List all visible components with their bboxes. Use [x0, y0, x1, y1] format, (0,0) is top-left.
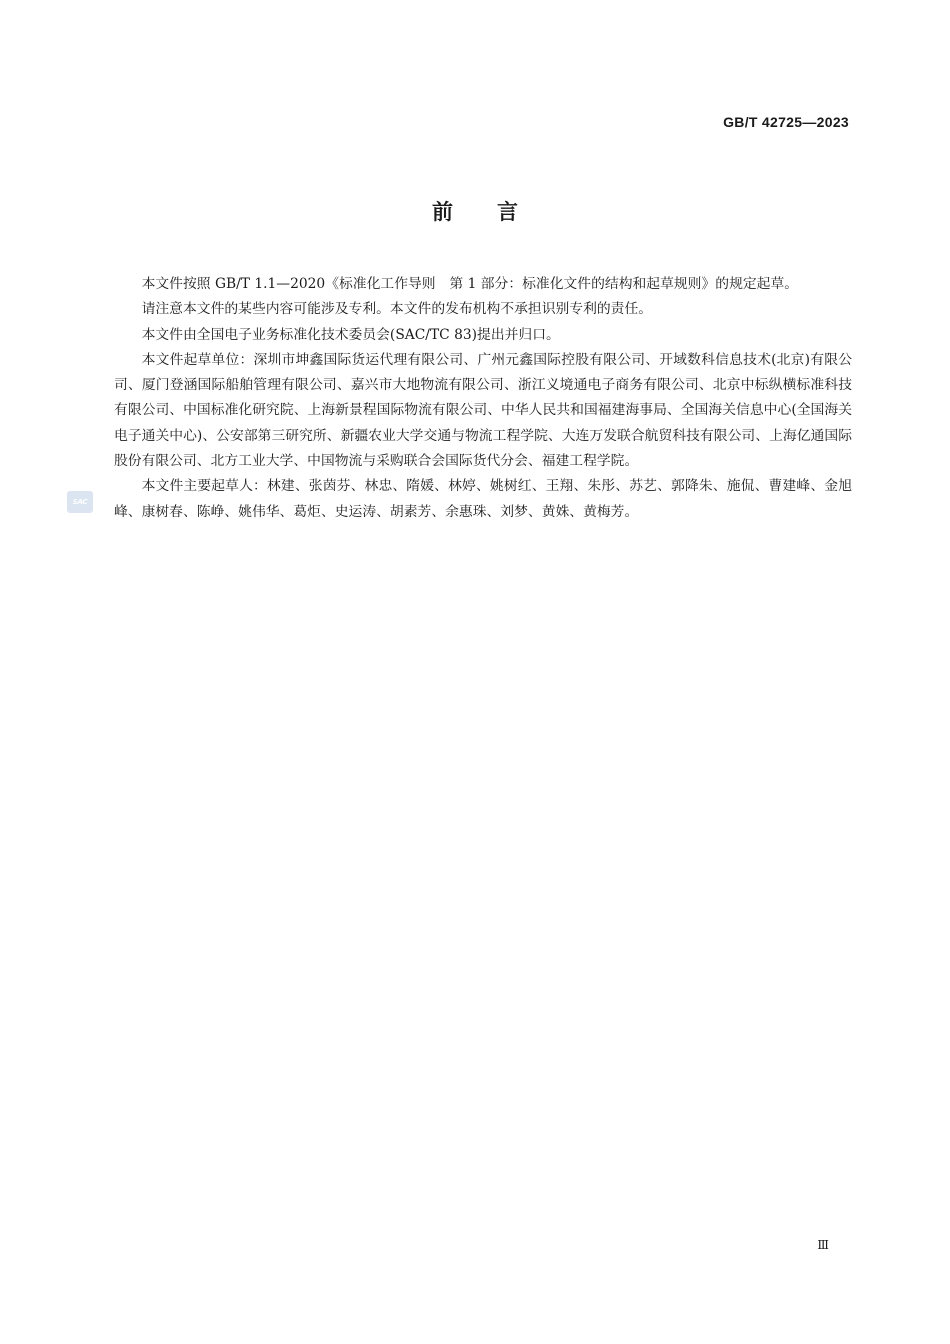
preface-body [114, 272, 852, 525]
sac-watermark-logo: SAC [67, 491, 93, 513]
paragraph-drafters: 本文件主要起草人：林建、张茵芬、林忠、隋媛、林婷、姚树红、王翔、朱彤、苏艺、郭降朱、施侃、曹建峰、金旭峰、康树春、陈峥、姚伟华、葛炬、史运涛、胡素芳、余惠珠、刘梦、黄姝、黄梅芳。 [114, 478, 852, 520]
page-number: Ⅲ [817, 1238, 829, 1252]
paragraph-patent-notice: 请注意本文件的某些内容可能涉及专利。本文件的发布机构不承担识别专利的责任。 [141, 301, 653, 318]
standard-number: GB/T 42725—2023 [723, 114, 849, 130]
paragraph-drafting-rules: 本文件按照 GB/T 1.1—2020《标准化工作导则 第 1 部分：标准化文件的结构和起草规则》的规定起草。 [141, 276, 799, 292]
page-title: 前言 [432, 200, 562, 224]
paragraph-proposer: 本文件由全国电子业务标准化技术委员会(SAC/TC 83)提出并归口。 [141, 326, 560, 343]
paragraph-drafting-units: 本文件起草单位：深圳市坤鑫国际货运代理有限公司、广州元鑫国际控股有限公司、开域数科信息技术(北京)有限公司、厦门登涵国际船舶管理有限公司、嘉兴市大地物流有限公司、浙江义境通电子商务有限公司、北京中标纵横标准科技有限公司、中国标准化研究院、上海新景程国际物流有限公司、中华人民共和国福建海事局、全国海关信息中心(全国海关电子通关中心)、公安部第三研究所、新疆农业大学交通与物流工程学院、大连万发联合航贸科技有限公司、上海亿通国际股份有限公司、北方工业大学、中国物流与采购联合会国际货代分会、福建工程学院。 [114, 351, 852, 470]
